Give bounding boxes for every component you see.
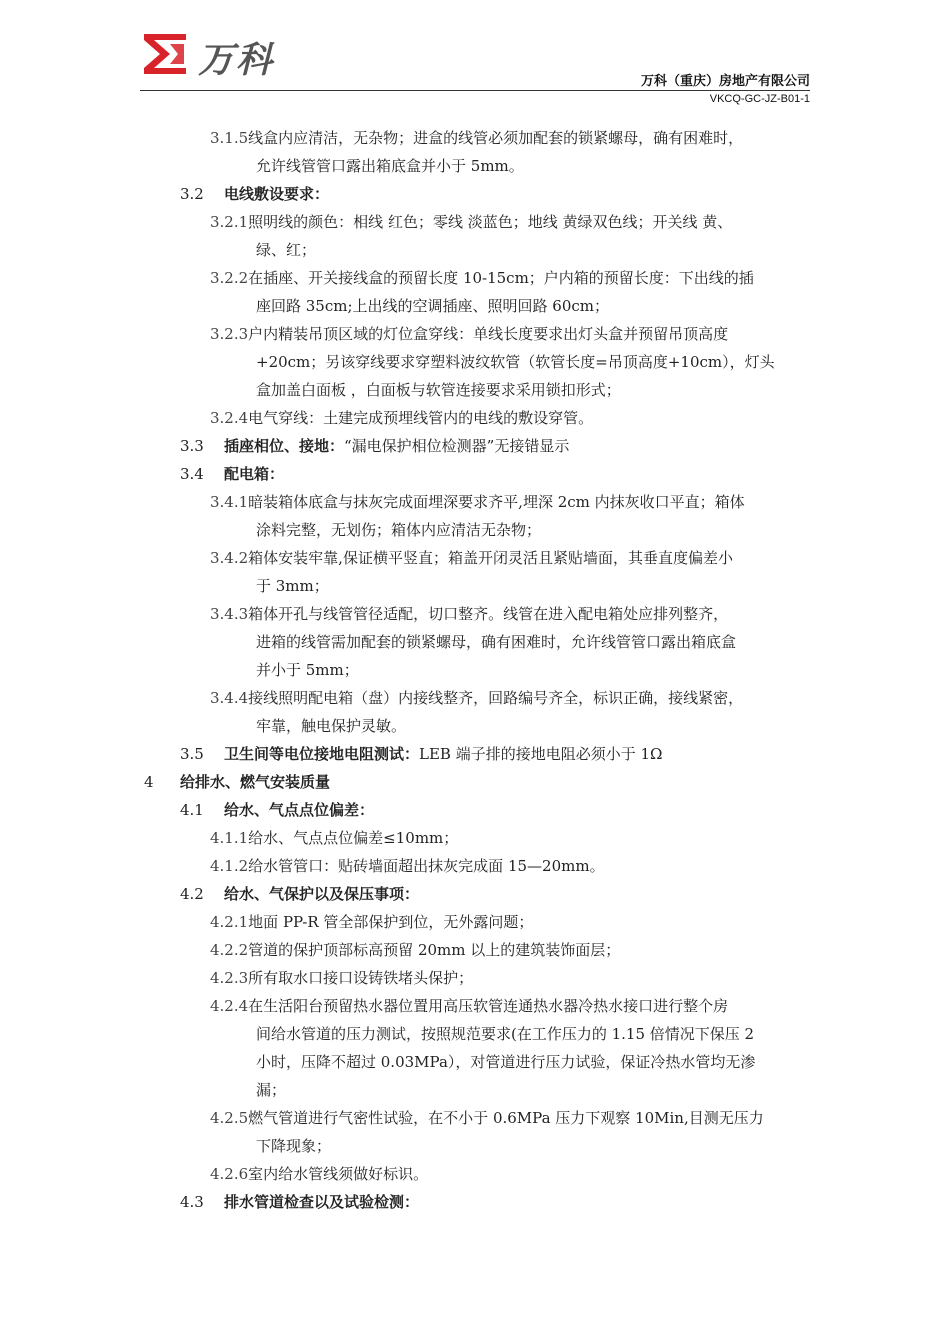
clause-line xyxy=(210,684,820,712)
clause-text: 绿、红； xyxy=(256,241,317,259)
clause-number: 4.2.3 xyxy=(210,969,249,987)
clause-text: 小时，压降不超过 0.03MPa），对管道进行压力试验，保证冷热水管均无渗 xyxy=(256,1053,756,1071)
clause-number: 3.4 xyxy=(180,465,204,483)
clause-number: 4.2 xyxy=(180,885,204,903)
clause-continuation xyxy=(256,1048,820,1076)
clause-text: 涂料完整，无划伤；箱体内应清洁无杂物； xyxy=(256,521,542,539)
clause-text: 电气穿线：土建完成预埋线管内的电线的敷设穿管。 xyxy=(248,409,594,427)
clause-continuation xyxy=(256,1132,820,1160)
clause-number: 4.1.2 xyxy=(210,857,249,875)
clause-line xyxy=(210,488,820,516)
clause-text: 下降现象； xyxy=(256,1137,332,1155)
clause-number: 3.2.1 xyxy=(210,213,249,231)
clause-line xyxy=(210,320,820,348)
clause-number: 3.5 xyxy=(180,745,204,763)
clause-number: 4.2.6 xyxy=(210,1165,249,1183)
clause-number: 3.2.3 xyxy=(210,325,249,343)
clause-line xyxy=(210,264,820,292)
clause-continuation xyxy=(256,348,820,376)
clause-continuation xyxy=(256,236,820,264)
page-header xyxy=(140,30,810,105)
clause-text: 接线照明配电箱（盘）内接线整齐，回路编号齐全，标识正确，接线紧密， xyxy=(248,689,744,707)
clause-text: 所有取水口接口设铸铁堵头保护； xyxy=(248,969,474,987)
clause-text: 配电箱： xyxy=(224,465,285,483)
clause-text: 户内精装吊顶区域的灯位盒穿线：单线长度要求出灯头盒并预留吊顶高度 xyxy=(248,325,729,343)
clause-number: 4.2.4 xyxy=(210,997,249,1015)
clause-text: 在插座、开关接线盒的预留长度 10-15cm；户内箱的预留长度：下出线的插 xyxy=(248,269,754,287)
document-body xyxy=(140,124,820,1216)
clause-line xyxy=(210,1104,820,1132)
clause-continuation xyxy=(256,376,820,404)
clause-line xyxy=(210,824,820,852)
company-name: 万科（重庆）房地产有限公司 xyxy=(640,74,810,89)
clause-text: 并小于 5mm； xyxy=(256,661,359,679)
section-heading xyxy=(180,880,820,908)
clause-text: 燃气管道进行气密性试验，在不小于 0.6MPa 压力下观察 10Min,目测无压力 xyxy=(248,1109,764,1127)
clause-line xyxy=(210,1160,820,1188)
clause-continuation xyxy=(256,516,820,544)
clause-text: 进箱的线管需加配套的锁紧螺母，确有困难时，允许线管管口露出箱底盒 xyxy=(256,633,737,651)
clause-line xyxy=(210,936,820,964)
section-heading xyxy=(180,740,820,768)
clause-text: 间给水管道的压力测试，按照规范要求(在工作压力的 1.15 倍情况下保压 2 xyxy=(256,1025,755,1043)
clause-text: 电线敷设要求： xyxy=(224,185,330,203)
clause-line xyxy=(210,544,820,572)
clause-number: 4.1.1 xyxy=(210,829,249,847)
clause-text: 在生活阳台预留热水器位置用高压软管连通热水器冷热水接口进行整个房 xyxy=(248,997,729,1015)
clause-text: 箱体开孔与线管管径适配，切口整齐。线管在进入配电箱处应排列整齐， xyxy=(248,605,729,623)
clause-text: +20cm；另该穿线要求穿塑料波纹软管（软管长度=吊顶高度+10cm），灯头 xyxy=(256,353,775,371)
section-heading xyxy=(180,180,820,208)
section-heading xyxy=(180,796,820,824)
clause-number: 4.3 xyxy=(180,1193,204,1211)
clause-line xyxy=(210,208,820,236)
clause-text: 给水、气点点位偏差≤10mm； xyxy=(248,829,459,847)
clause-line xyxy=(210,852,820,880)
clause-detail: “漏电保护相位检测器”无接错显示 xyxy=(344,437,570,455)
clause-number: 4 xyxy=(144,773,154,791)
clause-continuation xyxy=(256,712,820,740)
clause-number: 3.4.1 xyxy=(210,493,249,511)
clause-text: 盒加盖白面板 ，白面板与软管连接要求采用锁扣形式； xyxy=(256,381,621,399)
clause-text: 箱体安装牢靠,保证横平竖直；箱盖开闭灵活且紧贴墙面，其垂直度偏差小 xyxy=(248,549,733,567)
clause-continuation xyxy=(256,292,820,320)
clause-number: 3.3 xyxy=(180,437,204,455)
clause-text: 线盒内应清洁，无杂物；进盒的线管必须加配套的锁紧螺母，确有困难时， xyxy=(248,129,744,147)
section-heading xyxy=(180,1188,820,1216)
clause-line xyxy=(210,908,820,936)
chapter-heading xyxy=(144,768,820,796)
vanke-logo-icon xyxy=(140,30,190,78)
clause-number: 3.2.2 xyxy=(210,269,249,287)
clause-text: 给水、气保护以及保压事项： xyxy=(224,885,420,903)
clause-text: 地面 PP-R 管全部保护到位，无外露问题； xyxy=(248,913,534,931)
clause-detail: LEB 端子排的接地电阻必须小于 1Ω xyxy=(419,745,663,763)
clause-number: 4.2.2 xyxy=(210,941,249,959)
clause-continuation xyxy=(256,1020,820,1048)
clause-line xyxy=(210,992,820,1020)
clause-text: 管道的保护顶部标高预留 20mm 以上的建筑装饰面层； xyxy=(248,941,621,959)
document-code: VKCQ-GC-JZ-B01-1 xyxy=(709,93,810,105)
clause-text: 漏； xyxy=(256,1081,287,1099)
clause-number: 3.2.4 xyxy=(210,409,249,427)
clause-line xyxy=(210,600,820,628)
clause-text: 卫生间等电位接地电阻测试： xyxy=(224,745,420,763)
clause-number: 3.1.5 xyxy=(210,129,249,147)
header-divider xyxy=(140,90,810,91)
clause-text: 室内给水管线须做好标识。 xyxy=(248,1165,429,1183)
clause-number: 4.1 xyxy=(180,801,204,819)
clause-number: 4.2.1 xyxy=(210,913,249,931)
clause-text: 排水管道检查以及试验检测： xyxy=(224,1193,420,1211)
clause-text: 照明线的颜色：相线 红色；零线 淡蓝色；地线 黄绿双色线；开关线 黄、 xyxy=(248,213,733,231)
section-heading xyxy=(180,432,820,460)
clause-text: 给水管管口：贴砖墙面超出抹灰完成面 15—20mm。 xyxy=(248,857,605,875)
clause-line xyxy=(210,404,820,432)
clause-text: 于 3mm； xyxy=(256,577,329,595)
clause-continuation xyxy=(256,656,820,684)
clause-continuation xyxy=(256,1076,820,1104)
clause-number: 3.2 xyxy=(180,185,204,203)
clause-number: 3.4.2 xyxy=(210,549,249,567)
clause-continuation xyxy=(256,152,820,180)
clause-text: 给排水、燃气安装质量 xyxy=(180,773,331,791)
logo-text: 万科 xyxy=(198,40,275,81)
clause-text: 插座相位、接地： xyxy=(224,437,345,455)
clause-line xyxy=(210,124,820,152)
clause-number: 3.4.3 xyxy=(210,605,249,623)
clause-text: 座回路 35cm;上出线的空调插座、照明回路 60cm； xyxy=(256,297,610,315)
clause-continuation xyxy=(256,628,820,656)
section-heading xyxy=(180,460,820,488)
clause-text: 允许线管管口露出箱底盒并小于 5mm。 xyxy=(256,157,524,175)
clause-line xyxy=(210,964,820,992)
clause-number: 4.2.5 xyxy=(210,1109,249,1127)
clause-text: 暗装箱体底盒与抹灰完成面埋深要求齐平,埋深 2cm 内抹灰收口平直；箱体 xyxy=(248,493,745,511)
clause-text: 牢靠，触电保护灵敏。 xyxy=(256,717,407,735)
clause-text: 给水、气点点位偏差： xyxy=(224,801,375,819)
clause-continuation xyxy=(256,572,820,600)
clause-number: 3.4.4 xyxy=(210,689,249,707)
